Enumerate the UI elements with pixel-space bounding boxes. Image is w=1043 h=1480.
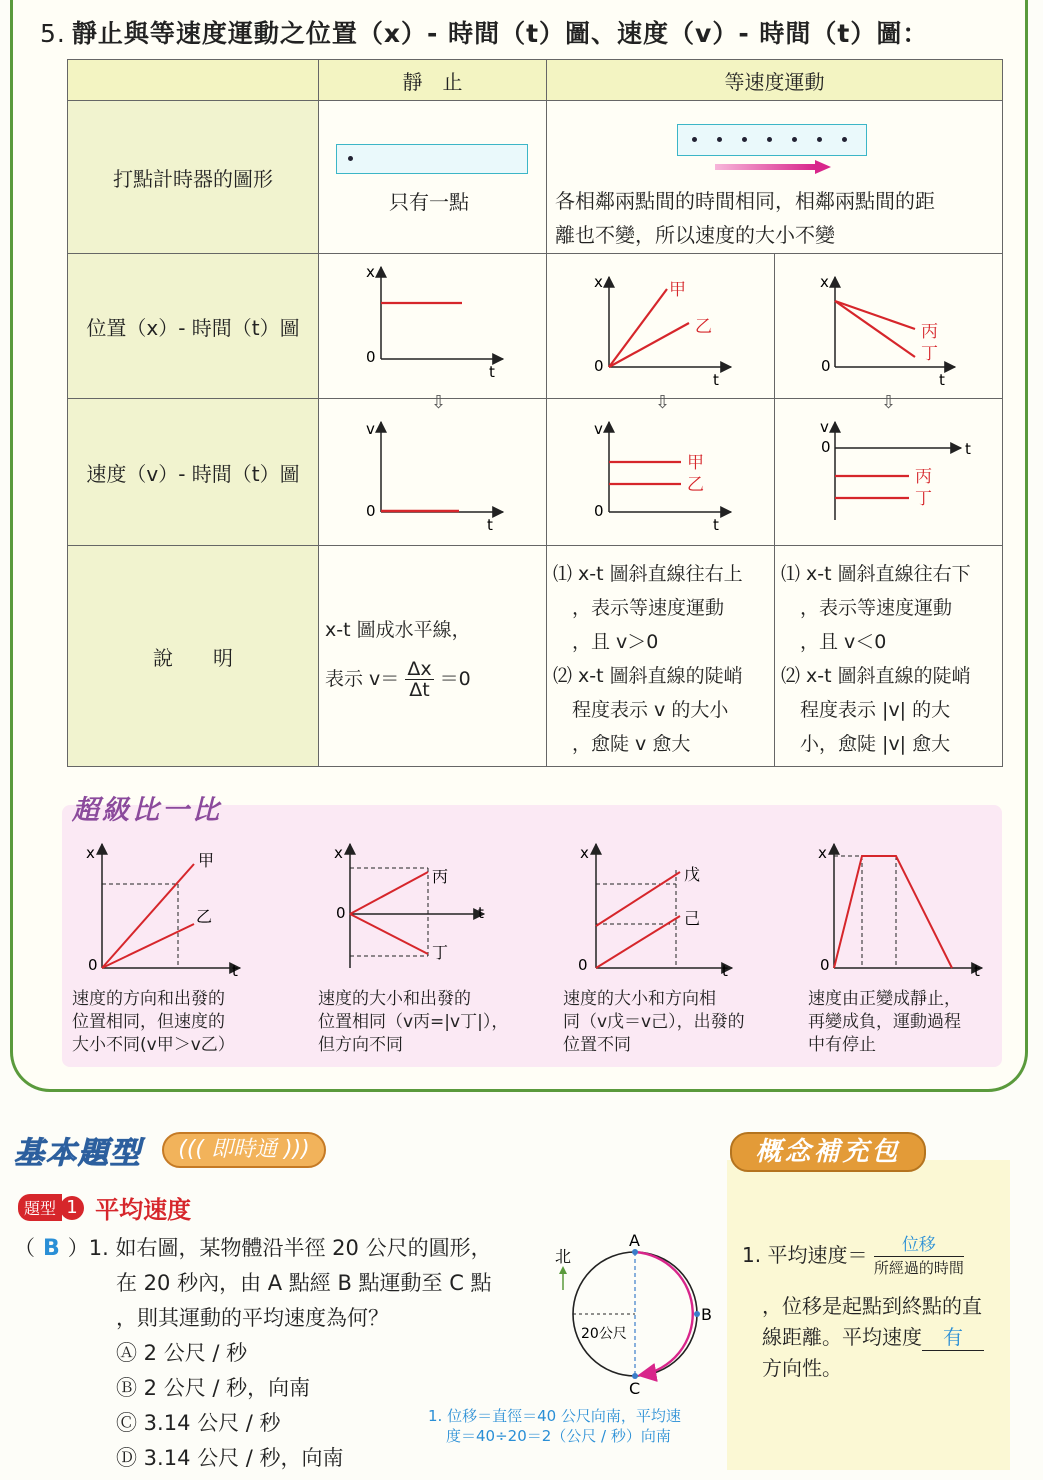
section-number: 5. (40, 19, 66, 48)
question-line-3: ，則其運動的平均速度為何？ (116, 1306, 389, 1330)
xt-down-graph (775, 255, 1002, 397)
compare-graph-3 (578, 844, 732, 980)
topic-badge: 題型 (18, 1194, 62, 1221)
xt-down-cell (775, 254, 1003, 399)
tape-still-cell (319, 101, 547, 254)
compare-caption-1: 速度的方向和出發的 位置相同，但速度的 大小不同(v甲＞v乙） (72, 989, 235, 1055)
down-arrow-icon: ⇩ (655, 392, 671, 413)
compare-title: 超級比一比 (72, 795, 222, 826)
compare-graph-1 (86, 844, 240, 980)
svg-text:乙: 乙 (695, 317, 712, 337)
svg-text:0: 0 (578, 956, 588, 974)
compare-graph-4 (818, 844, 982, 980)
desc-down-text: ⑴ x-t 圖斜直線往右下 ，表示等速度運動 ，且 v＜0 ⑵ x-t 圖斜直線的陡峭 程度表示 |v| 的大 小，愈陡 |v| 愈大 (781, 563, 971, 755)
svg-text:丁: 丁 (915, 489, 932, 509)
svg-text:x: x (366, 263, 375, 281)
topic-header (18, 1190, 192, 1224)
svg-text:v: v (366, 420, 375, 438)
tape-still-caption: 只有一點 (389, 190, 469, 214)
row-label-desc: 說 明 (68, 546, 319, 767)
tape-row (68, 101, 1003, 254)
xt-up-graph (547, 255, 774, 397)
compare-graph-2 (334, 844, 484, 968)
option-c[interactable]: Ⓒ 3.14 公尺 / 秒 (116, 1411, 281, 1435)
down-arrow-icon: ⇩ (431, 392, 447, 413)
section-title (40, 14, 928, 50)
svg-text:x: x (86, 844, 95, 862)
svg-text:丁: 丁 (432, 943, 449, 962)
svg-text:t: t (713, 516, 719, 534)
svg-text:x: x (334, 844, 343, 862)
vt-down-graph (775, 400, 1002, 544)
tape-dot (348, 156, 353, 161)
svg-text:己: 己 (684, 909, 701, 928)
compare-caption-3: 速度的大小和方向相 同（v戊＝v己），出發的 位置不同 (563, 989, 745, 1055)
solution-note: 1. 位移＝直徑＝40 公尺向南，平均速 度＝40÷20＝2（公尺 / 秒）向南 (428, 1407, 681, 1445)
desc-up-text: ⑴ x-t 圖斜直線往右上 ，表示等速度運動 ，且 v＞0 ⑵ x-t 圖斜直線的陡峭 程度表示 v 的大小 ，愈陡 v 愈大 (553, 563, 743, 755)
svg-text:0: 0 (88, 956, 98, 974)
svg-text:0: 0 (820, 956, 830, 974)
svg-text:t: t (487, 516, 493, 534)
desc-up-cell (547, 546, 775, 767)
desc-down-cell (775, 546, 1003, 767)
tape-uniform-cell (547, 101, 1003, 254)
concept-title: 概念補充包 (730, 1132, 926, 1172)
svg-text:0: 0 (594, 502, 604, 520)
vt-row (68, 399, 1003, 546)
svg-text:x: x (818, 844, 827, 862)
compare-caption-2: 速度的大小和出發的 位置相同（v丙=|v丁|）， 但方向不同 (318, 989, 509, 1055)
motion-graph-table (67, 59, 1003, 767)
svg-text:0: 0 (594, 357, 604, 375)
tape-still (336, 144, 528, 174)
down-arrow-icon: ⇩ (881, 392, 897, 413)
svg-text:丙: 丙 (921, 322, 938, 342)
compare-line-wu (596, 872, 680, 926)
xt-line-yi (609, 323, 689, 367)
desc-row (68, 546, 1003, 767)
svg-text:甲: 甲 (198, 851, 215, 870)
concept-line-3: 線距離。平均速度 有 (762, 1321, 984, 1351)
compare-line-stop (834, 856, 952, 968)
svg-text:t: t (974, 962, 980, 980)
svg-text:乙: 乙 (196, 907, 213, 926)
question-line-1: （ B ）1. 如右圖，某物體沿半徑 20 公尺的圓形， (14, 1236, 492, 1261)
svg-text:甲: 甲 (687, 453, 704, 473)
svg-text:0: 0 (336, 904, 346, 922)
path-arc (635, 1252, 693, 1375)
row-label-tape: 打點計時器的圖形 (68, 101, 319, 254)
still-desc-line1: x-t 圖成水平線， (325, 619, 471, 641)
question-line-2: 在 20 秒內，由 A 點經 B 點運動至 C 點 (116, 1271, 492, 1295)
svg-text:v: v (594, 420, 603, 438)
fraction: $\frac{\Delta x}{\Delta t}$ (407, 658, 432, 701)
svg-text:丙: 丙 (432, 867, 449, 886)
concept-line-1: 1. 平均速度＝ 位移 所經過的時間 (742, 1235, 964, 1277)
topic-number: 1 (60, 1196, 84, 1220)
xt-line-ding (835, 301, 915, 357)
option-d[interactable]: Ⓓ 3.14 公尺 / 秒，向南 (116, 1446, 344, 1470)
header-still: 靜 止 (319, 60, 547, 101)
svg-text:v: v (820, 418, 829, 436)
concept-line-4: 方向性。 (762, 1356, 842, 1380)
topic-title: 平均速度 (95, 1196, 192, 1224)
concept-fraction: 位移 所經過的時間 (873, 1235, 964, 1277)
concept-line-2: ，位移是起點到終點的直 (762, 1294, 982, 1318)
svg-text:x: x (820, 273, 829, 291)
option-b[interactable]: Ⓑ 2 公尺 / 秒，向南 (116, 1376, 311, 1400)
xt-still-graph (319, 255, 546, 397)
svg-text:A: A (629, 1231, 640, 1250)
table-header-row (68, 60, 1003, 101)
north-label: 北 (555, 1247, 572, 1266)
svg-text:x: x (594, 273, 603, 291)
vt-up-cell (547, 392, 775, 546)
motion-arrow-icon (715, 160, 831, 174)
xt-still-cell (319, 254, 547, 399)
svg-text:丙: 丙 (915, 467, 932, 487)
vt-still-cell (319, 392, 547, 546)
tape-uniform (677, 124, 867, 156)
vt-up-graph (547, 400, 774, 544)
svg-text:t: t (939, 371, 945, 389)
answer-mark: B (43, 1236, 60, 1261)
row-label-vt: 速度（v）- 時間（t）圖 (68, 399, 319, 546)
compare-graphs (62, 830, 1002, 980)
row-label-xt: 位置（x）- 時間（t）圖 (68, 254, 319, 399)
xt-line-bing (835, 301, 915, 329)
compare-line-bing (350, 872, 428, 914)
svg-text:t: t (478, 904, 484, 922)
svg-text:戊: 戊 (684, 865, 701, 884)
circle-figure (545, 1228, 725, 1398)
compare-line-ding (350, 914, 428, 954)
svg-text:20公尺: 20公尺 (581, 1326, 627, 1342)
desc-still-cell (319, 546, 547, 767)
svg-text:0: 0 (821, 438, 831, 456)
option-a[interactable]: Ⓐ 2 公尺 / 秒 (116, 1341, 248, 1365)
svg-text:C: C (629, 1379, 641, 1398)
vt-down-cell (775, 392, 1003, 546)
basic-title: 基本題型 (14, 1136, 142, 1171)
svg-text:x: x (580, 844, 589, 862)
header-uniform: 等速度運動 (547, 60, 1003, 101)
svg-text:t: t (722, 962, 728, 980)
svg-text:t: t (713, 371, 719, 389)
compare-caption-4: 速度由正變成靜止， 再變成負，運動過程 中有停止 (808, 989, 961, 1055)
section-title-text: 靜止與等速度運動之位置（x）- 時間（t）圖、速度（v）- 時間（t）圖： (71, 19, 929, 48)
svg-text:0: 0 (366, 502, 376, 520)
svg-text:B: B (701, 1305, 712, 1324)
instant-pill: ((( 即時通 ))) (162, 1132, 326, 1168)
xt-line-jia (609, 289, 667, 367)
svg-text:t: t (489, 363, 495, 381)
compare-line-jia (102, 864, 194, 968)
svg-text:t: t (232, 962, 238, 980)
svg-text:0: 0 (366, 348, 376, 366)
svg-text:0: 0 (821, 357, 831, 375)
still-desc-line2: 表示 v＝ $\frac{\Delta x}{\Delta t}$ ＝0 (325, 658, 471, 701)
compare-line-yi (102, 924, 194, 968)
svg-text:甲: 甲 (669, 280, 686, 300)
header-empty (68, 60, 319, 101)
svg-text:t: t (965, 440, 971, 458)
svg-text:乙: 乙 (687, 475, 704, 495)
xt-up-cell (547, 254, 775, 399)
svg-text:丁: 丁 (921, 344, 938, 364)
xt-row (68, 254, 1003, 399)
vt-still-graph (319, 400, 546, 544)
tape-uniform-caption: 各相鄰兩點間的時間相同，相鄰兩點間的距 離也不變，所以速度的大小不變 (555, 189, 935, 247)
